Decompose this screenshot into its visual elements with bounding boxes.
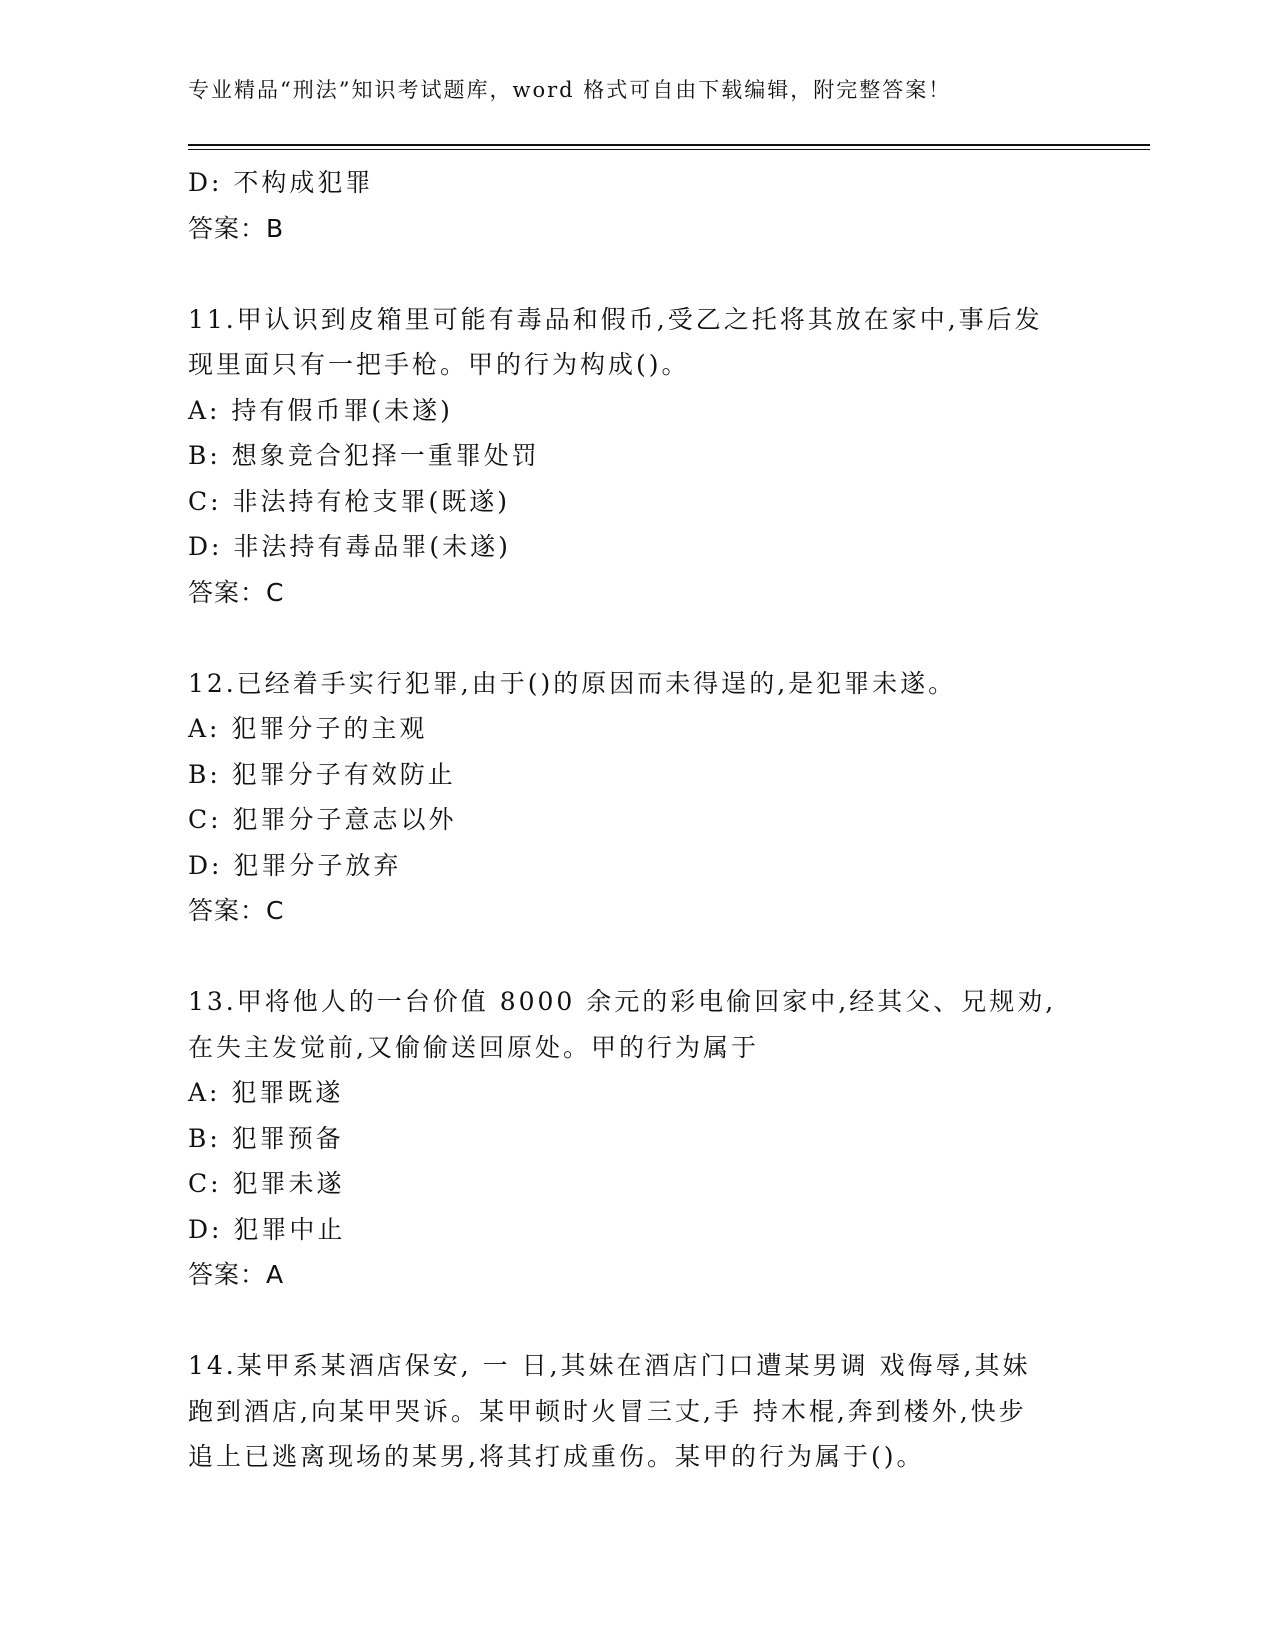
question-text: 跑到酒店,向某甲哭诉。某甲顿时火冒三丈,手 持木棍,奔到楼外,快步 (188, 1396, 1027, 1426)
answer: 答案：C (188, 577, 285, 607)
option-d: D: 犯罪分子放弃 (188, 850, 402, 880)
spacer (188, 1298, 1068, 1344)
option-b: B: 犯罪分子有效防止 (188, 759, 456, 789)
option-c: C: 犯罪未遂 (188, 1169, 345, 1198)
question-11 (188, 297, 1068, 616)
spacer (188, 615, 1068, 661)
question-14 (188, 1343, 1068, 1480)
question-13 (188, 979, 1068, 1298)
header-rule-thin (188, 149, 1150, 150)
option-c: C: 非法持有枪支罪(既遂) (188, 486, 511, 516)
question-12 (188, 661, 1068, 934)
question-text: 13.甲将他人的一台价值 8000 余元的彩电偷回家中,经其父、兄规劝, (188, 987, 1057, 1016)
option-d: D: 非法持有毒品罪(未遂) (188, 532, 511, 561)
header-rule-thick (188, 144, 1150, 146)
option-a: A: 持有假币罪(未遂) (188, 395, 453, 425)
spacer (188, 934, 1068, 980)
option-d: D: 不构成犯罪 (188, 168, 374, 197)
option-a: A: 犯罪分子的主观 (188, 714, 428, 743)
answer: 答案：A (188, 1260, 285, 1289)
option-c: C: 犯罪分子意志以外 (188, 805, 457, 834)
answer: 答案：C (188, 896, 285, 925)
page-header: 专业精品“刑法”知识考试题库，word 格式可自由下载编辑，附完整答案！ (188, 78, 952, 102)
option-d: D: 犯罪中止 (188, 1214, 346, 1244)
answer: 答案：B (188, 213, 285, 243)
option-b: B: 犯罪预备 (188, 1123, 344, 1153)
question-text: 在失主发觉前,又偷偷送回原处。甲的行为属于 (188, 1032, 759, 1062)
question-text: 现里面只有一把手枪。甲的行为构成()。 (188, 350, 690, 379)
question-content (188, 160, 1068, 1480)
question-text: 12.已经着手实行犯罪,由于()的原因而未得逞的,是犯罪未遂。 (188, 668, 957, 698)
question-text: 14.某甲系某酒店保安, 一 日,其妹在酒店门口遭某男调 戏侮辱,其妹 (188, 1351, 1031, 1380)
option-a: A: 犯罪既遂 (188, 1078, 344, 1107)
spacer (188, 251, 1068, 297)
question-text: 11.甲认识到皮箱里可能有毒品和假币,受乙之托将其放在家中,事后发 (188, 304, 1043, 334)
question-text: 追上已逃离现场的某男,将其打成重伤。某甲的行为属于()。 (188, 1442, 925, 1471)
option-b: B: 想象竞合犯择一重罪处罚 (188, 441, 540, 470)
